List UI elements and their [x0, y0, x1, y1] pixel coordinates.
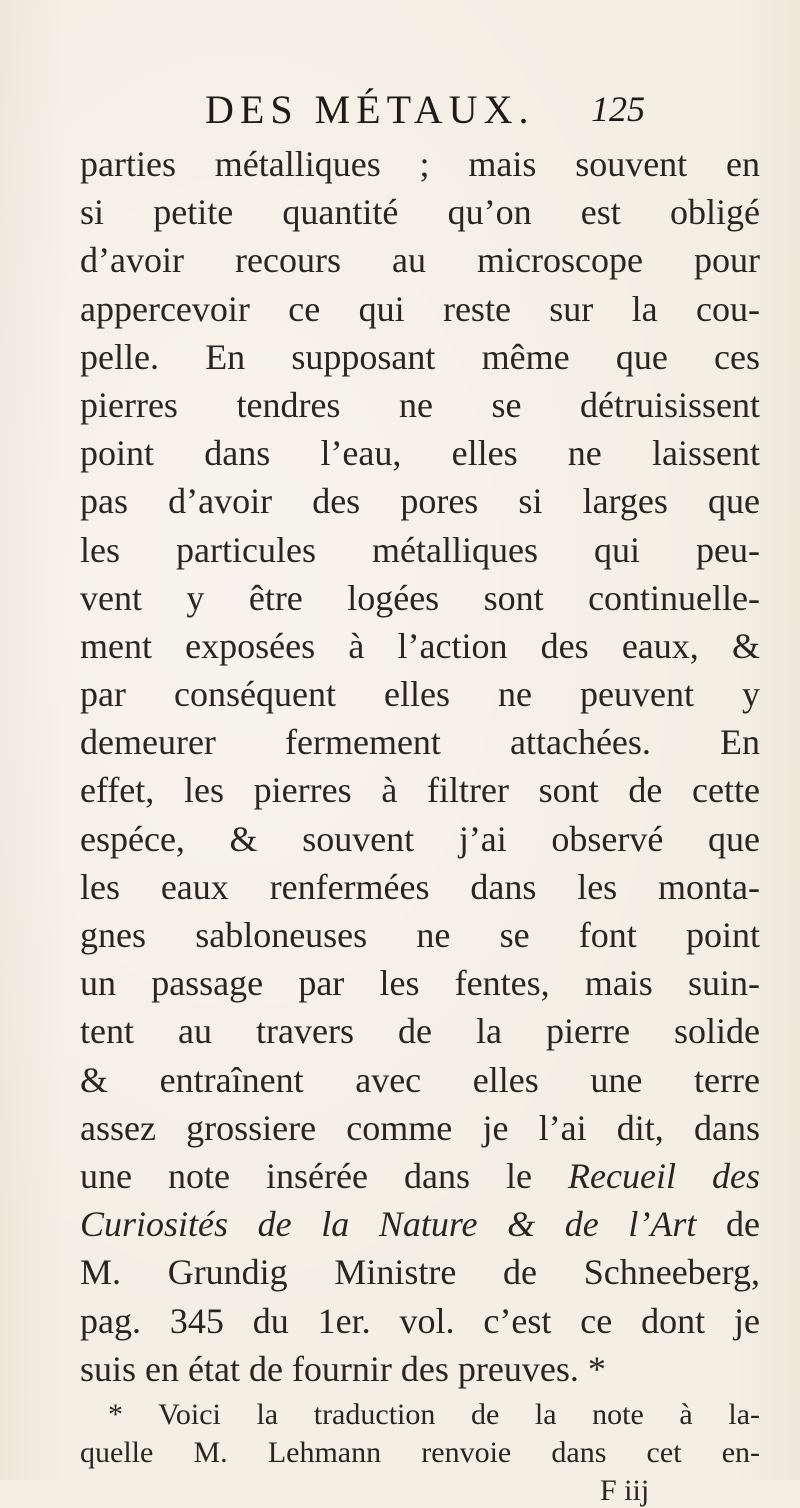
- text-line: point dans l’eau, elles ne laissent: [80, 433, 760, 474]
- cited-title-part-2: Curiosités de la Nature & de l’Art: [80, 1204, 697, 1245]
- text-line: M. Grundig Ministre de Schneeberg,: [80, 1252, 760, 1293]
- footnote-line: quelle M. Lehmann renvoie dans cet en-: [80, 1436, 760, 1469]
- footnote-line: * Voici la traduction de la note à la-: [108, 1398, 760, 1431]
- text-line: assez grossiere comme je l’ai dit, dans: [80, 1107, 760, 1148]
- text-line: si petite quantité qu’on est obligé: [80, 192, 760, 233]
- text-line: parties métalliques ; mais souvent en: [80, 144, 760, 184]
- body-text: [80, 140, 760, 1393]
- text-line-with-title: [80, 1152, 760, 1200]
- signature-mark: F iij: [600, 1474, 650, 1507]
- text-line: vent y être logées sont continuelle-: [80, 577, 760, 618]
- text-segment: de: [696, 1204, 760, 1245]
- text-line: pierres tendres ne se détruisissent: [80, 384, 760, 425]
- footnote: [80, 1396, 760, 1472]
- text-line: un passage par les fentes, mais suin-: [80, 963, 760, 1004]
- text-line: pelle. En supposant même que ces: [80, 336, 760, 377]
- text-line: par conséquent elles ne peuvent y: [80, 674, 760, 715]
- text-line: appercevoir ce qui reste sur la cou-: [80, 288, 760, 329]
- cited-title-part-1: Recueil des: [568, 1155, 760, 1196]
- text-segment: une note insérée dans le: [80, 1155, 569, 1196]
- running-head-title: DES MÉTAUX.: [205, 87, 535, 132]
- page-number: 125: [591, 89, 645, 129]
- text-line: pas d’avoir des pores si larges que: [80, 481, 760, 522]
- text-line-with-title: [80, 1200, 760, 1248]
- text-line: tent au travers de la pierre solide: [80, 1011, 760, 1052]
- text-line: les eaux renfermées dans les monta-: [80, 866, 760, 907]
- text-line: gnes sabloneuses ne se font point: [80, 915, 760, 955]
- text-line: suis en état de fournir des preuves. *: [80, 1348, 606, 1389]
- running-head: [205, 86, 645, 136]
- text-line: espéce, & souvent j’ai observé que: [80, 818, 760, 859]
- text-line: ment exposées à l’action des eaux, &: [80, 625, 760, 666]
- text-line: d’avoir recours au microscope pour: [80, 240, 760, 281]
- text-line: demeurer fermement attachées. En: [80, 722, 760, 763]
- text-line: les particules métalliques qui peu-: [80, 529, 760, 570]
- text-line: & entraînent avec elles une terre: [80, 1059, 760, 1100]
- text-line: pag. 345 du 1er. vol. c’est ce dont je: [80, 1300, 760, 1341]
- text-line: effet, les pierres à filtrer sont de cette: [80, 770, 760, 811]
